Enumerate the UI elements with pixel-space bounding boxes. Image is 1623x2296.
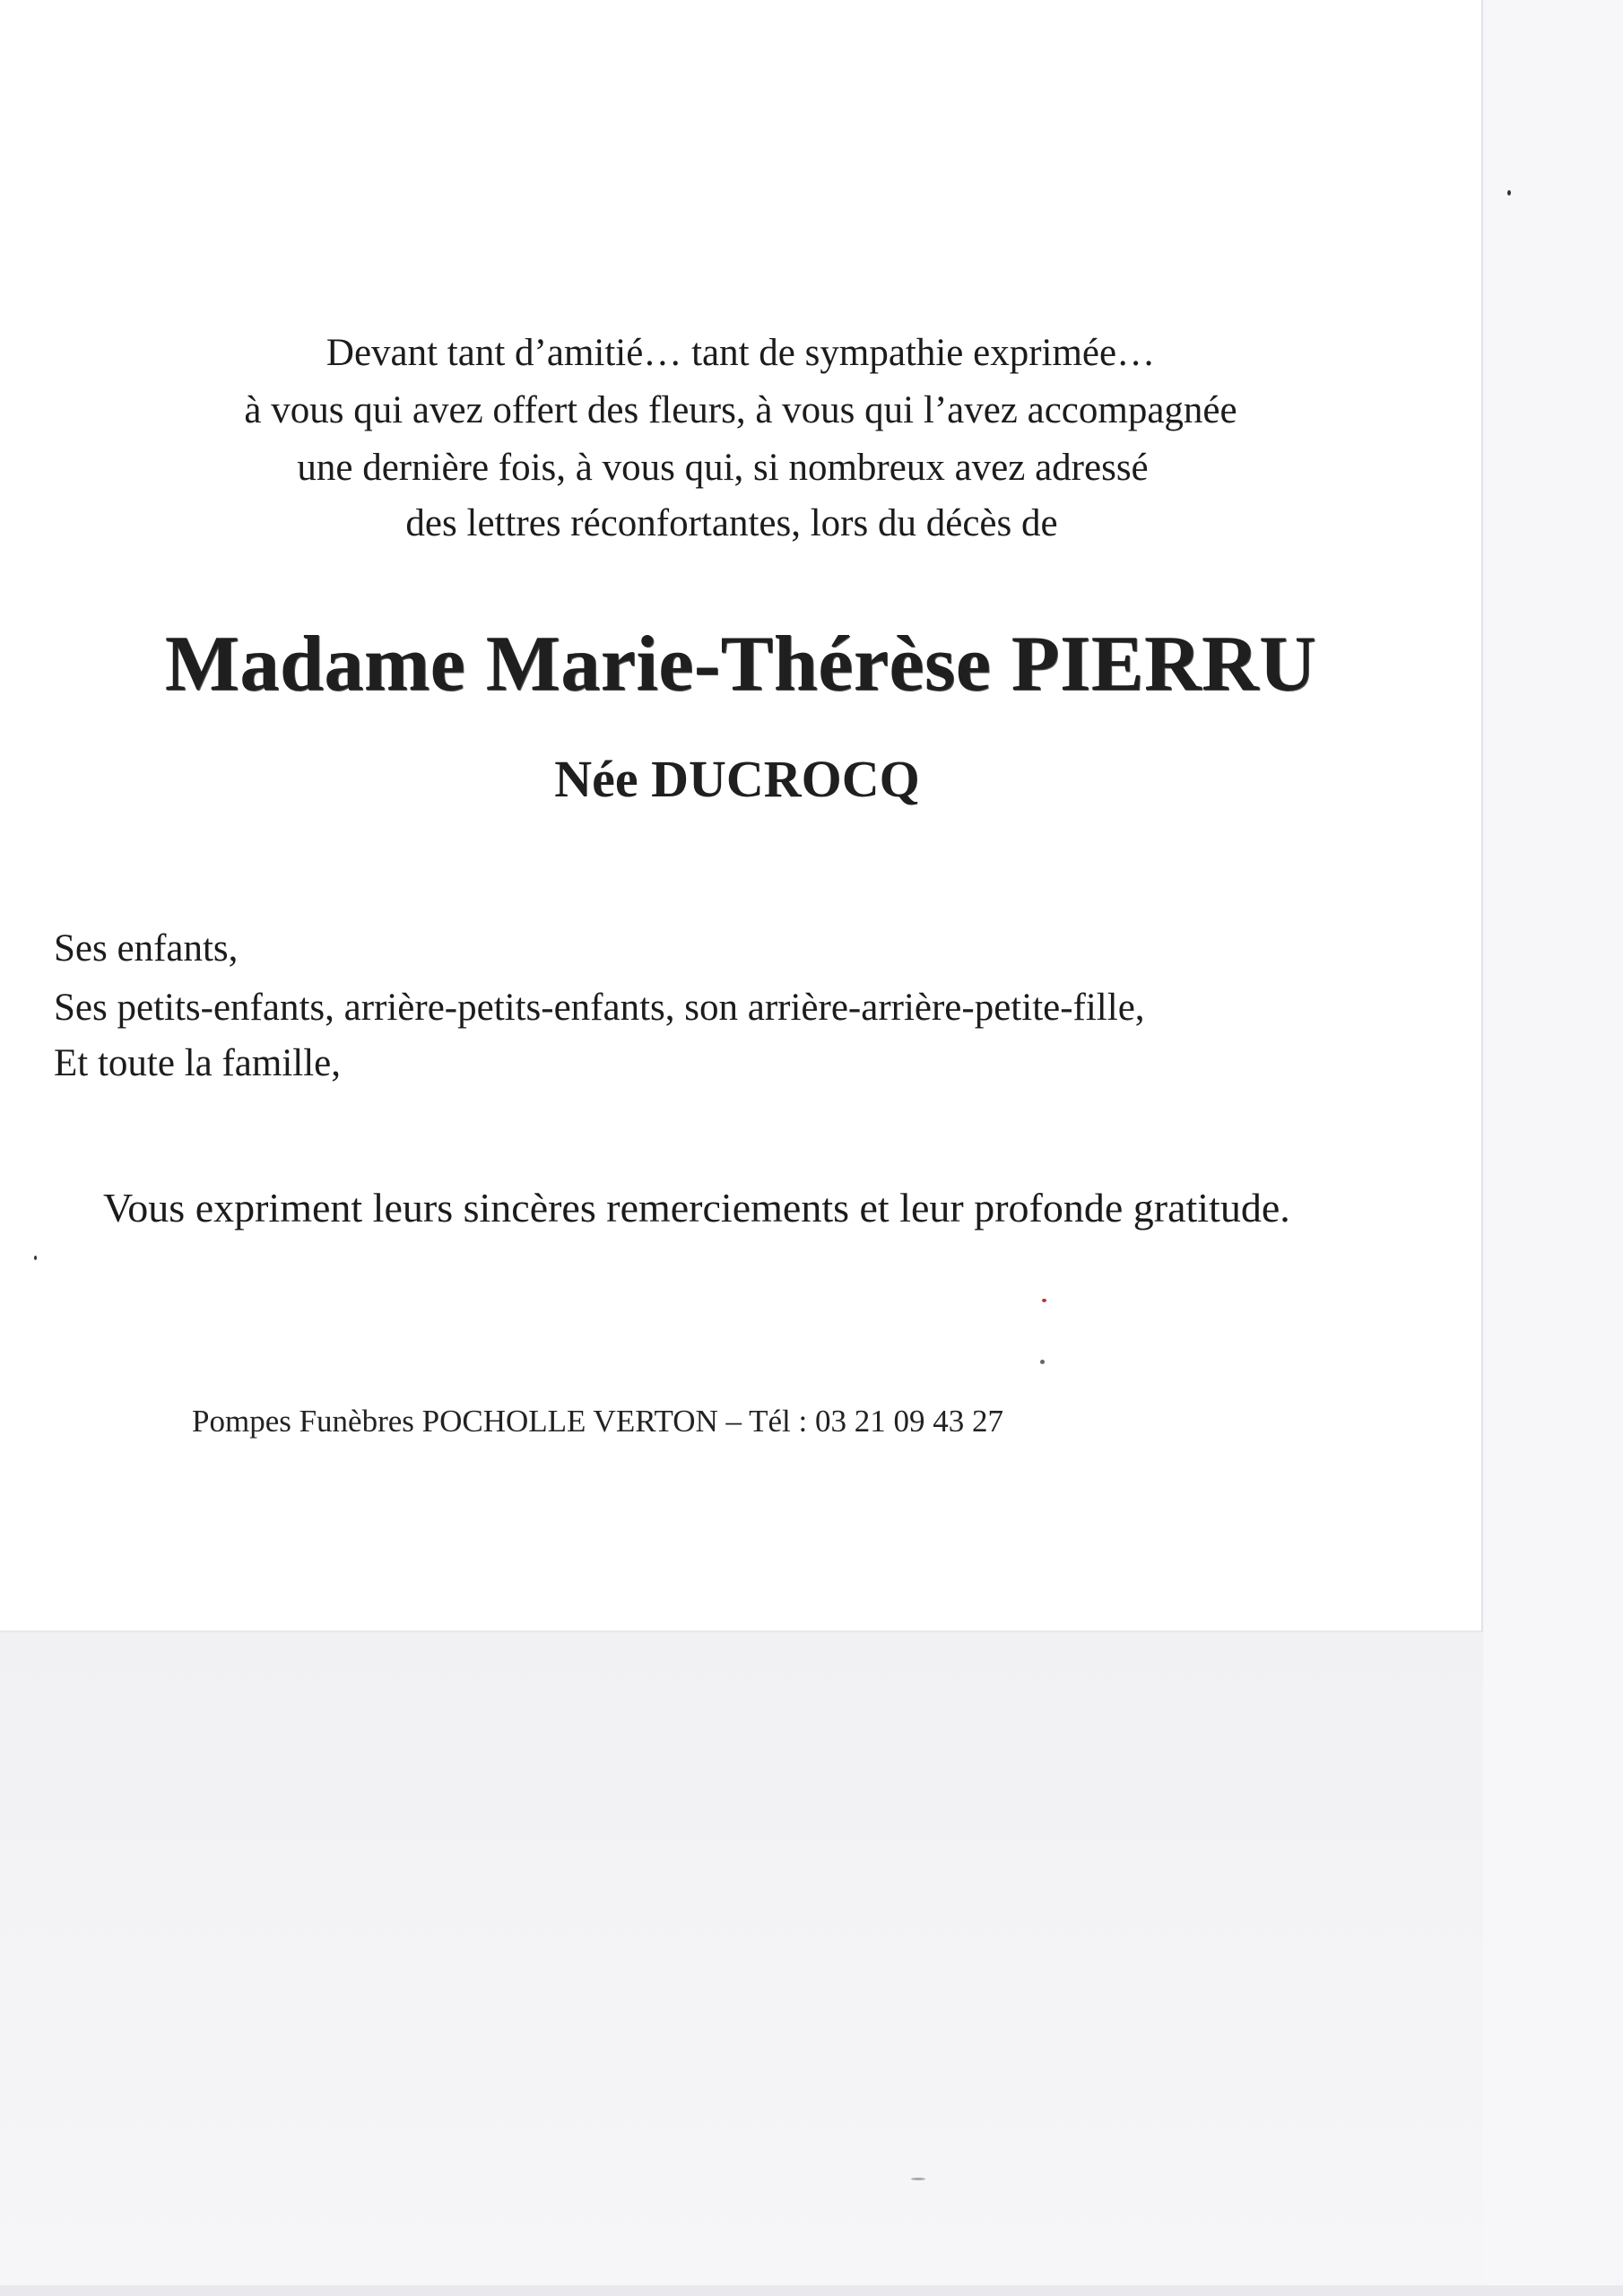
family-line-2: Ses petits-enfants, arrière-petits-enfants, son arrière-arrière-petite-fille, — [54, 987, 1145, 1029]
scan-speck — [1042, 1299, 1046, 1302]
scan-right-margin — [1483, 0, 1623, 2296]
scan-speck — [1507, 190, 1511, 196]
thanks-message: Vous expriment leurs sincères remerciements et leur profonde gratitude. — [103, 1185, 1290, 1231]
family-line-3: Et toute la famille, — [54, 1042, 342, 1084]
intro-line-4: des lettres réconfortantes, lors du décès de — [405, 502, 1058, 544]
deceased-name: Madame Marie-Thérèse PIERRU — [164, 621, 1317, 708]
intro-line-1: Devant tant d’amitié… tant de sympathie exprimée… — [325, 332, 1156, 374]
intro-line-3: une dernière fois, à vous qui, si nombreux avez adressé — [297, 447, 1149, 489]
funeral-home-contact: Pompes Funèbres POCHOLLE VERTON – Tél : 03 21 09 43 27 — [192, 1404, 1003, 1439]
scan-speck — [34, 1256, 37, 1260]
page-bottom-edge — [0, 2285, 1623, 2296]
family-line-1: Ses enfants, — [54, 927, 239, 970]
scan-background-lower — [0, 1632, 1623, 2296]
maiden-name: Née DUCROCQ — [554, 750, 920, 808]
scan-speck — [1040, 1360, 1045, 1364]
intro-line-2: à vous qui avez offert des fleurs, à vous qui l’avez accompagnée — [244, 389, 1237, 431]
scan-speck — [911, 2178, 925, 2180]
